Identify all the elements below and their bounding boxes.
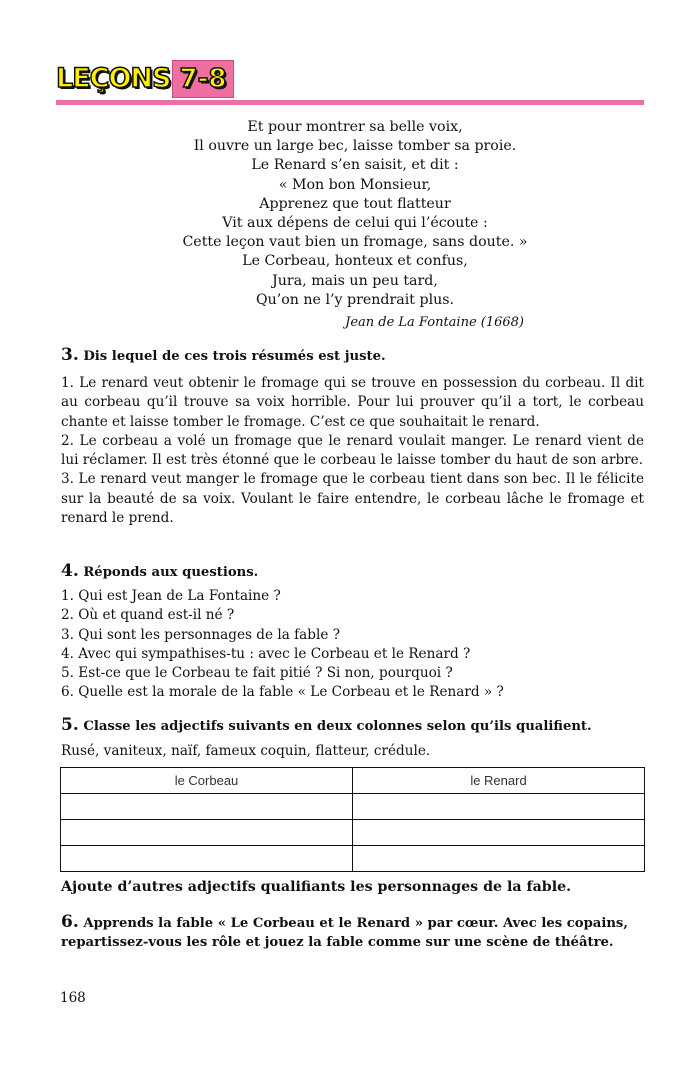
exercise-number: 3.	[61, 345, 79, 365]
question-item: 4. Avec qui sympathises-tu : avec le Corbeau et le Renard ?	[61, 645, 471, 662]
lesson-word: LEÇONS	[56, 63, 171, 94]
exercise-number: 6.	[61, 912, 79, 932]
table-row	[61, 820, 645, 846]
adjective-list	[61, 742, 644, 761]
exercise-5-title	[61, 716, 647, 736]
exercise-number: 4.	[61, 561, 79, 581]
poem-line: Apprenez que tout flatteur	[259, 195, 451, 212]
table-row	[61, 846, 645, 872]
poem-line: « Mon bon Monsieur,	[278, 176, 432, 193]
column-header-corbeau: le Corbeau	[61, 768, 353, 794]
page-number: 168	[60, 990, 86, 1006]
poem-author: Jean de La Fontaine (1668)	[345, 315, 524, 330]
lesson-header	[56, 60, 644, 106]
summary-item: 1. Le renard veut obtenir le fromage qui se trouve en possession du corbeau. Il dit au corbeau qu’il trouve sa voix horrible. Pour lui prouver qu’il a tort, le corbeau chante et laisse tomber le fromage. C’est ce que souhaitait le renard.	[61, 375, 644, 430]
table-cell	[61, 794, 353, 820]
summary-item: 2. Le corbeau a volé un fromage que le renard voulait manger. Le renard vient de lui réclamer. Il est très étonné que le corbeau le laisse tomber du haut de son arbre.	[61, 432, 644, 469]
poem-line: Il ouvre un large bec, laisse tomber sa proie.	[193, 138, 517, 155]
exercise-number: 5.	[61, 715, 79, 735]
poem-line: Vit aux dépens de celui qui l’écoute :	[222, 215, 488, 232]
exercise-3-summaries	[61, 374, 644, 528]
table-cell	[353, 820, 645, 846]
exercise-instruction: Apprends la fable « Le Corbeau et le Renard » par cœur. Avec les copains,	[83, 916, 628, 931]
table-cell	[61, 846, 353, 872]
summary-item: 3. Le renard veut manger le fromage que le corbeau tient dans son bec. Il le félicite sur la beauté de sa voix. Voulant le faire entendre, le corbeau lâche le fromage et renard le prend.	[61, 471, 644, 527]
adjective-table	[60, 767, 645, 872]
exercise-4-questions	[61, 587, 644, 703]
table-cell	[353, 846, 645, 872]
exercise-instruction: Dis lequel de ces trois résumés est juste.	[83, 349, 386, 364]
adjectives-text: Rusé, vaniteux, naïf, fameux coquin, flatteur, crédule.	[61, 743, 431, 759]
poem-line: Cette leçon vaut bien un fromage, sans doute. »	[182, 234, 528, 251]
column-header-renard: le Renard	[353, 768, 645, 794]
exercise-4-title	[61, 562, 647, 582]
poem-line: Le Corbeau, honteux et confus,	[242, 253, 468, 270]
question-item: 2. Où et quand est-il né ?	[61, 607, 235, 624]
table-header-row	[61, 768, 645, 794]
poem	[130, 118, 580, 310]
question-item: 5. Est-ce que le Corbeau te fait pitié ? Si non, pourquoi ?	[61, 665, 453, 682]
poem-line: Le Renard s’en saisit, et dit :	[251, 157, 459, 174]
lesson-number-badge: 7-8	[172, 60, 234, 98]
question-item: 6. Quelle est la morale de la fable « Le Corbeau et le Renard » ?	[61, 684, 504, 701]
poem-line: Qu’on ne l’y prendrait plus.	[255, 291, 455, 308]
exercise-6-line-1	[61, 913, 647, 933]
question-item: 3. Qui sont les personnages de la fable ?	[61, 626, 340, 643]
header-divider	[56, 100, 644, 105]
exercise-5-followup: Ajoute d’autres adjectifs qualifiants les personnages de la fable.	[61, 879, 572, 895]
poem-line: Jura, mais un peu tard,	[272, 272, 438, 289]
table-row	[61, 794, 645, 820]
table-cell	[61, 820, 353, 846]
exercise-instruction: Réponds aux questions.	[83, 565, 259, 580]
table-cell	[353, 794, 645, 820]
question-item: 1. Qui est Jean de La Fontaine ?	[61, 588, 281, 604]
exercise-3-title	[61, 346, 647, 366]
exercise-instruction: Classe les adjectifs suivants en deux colonnes selon qu’ils qualifient.	[83, 719, 592, 734]
poem-line: Et pour montrer sa belle voix,	[247, 119, 463, 135]
exercise-6-line-2: repartissez-vous les rôle et jouez la fable comme sur une scène de théâtre.	[61, 935, 614, 950]
